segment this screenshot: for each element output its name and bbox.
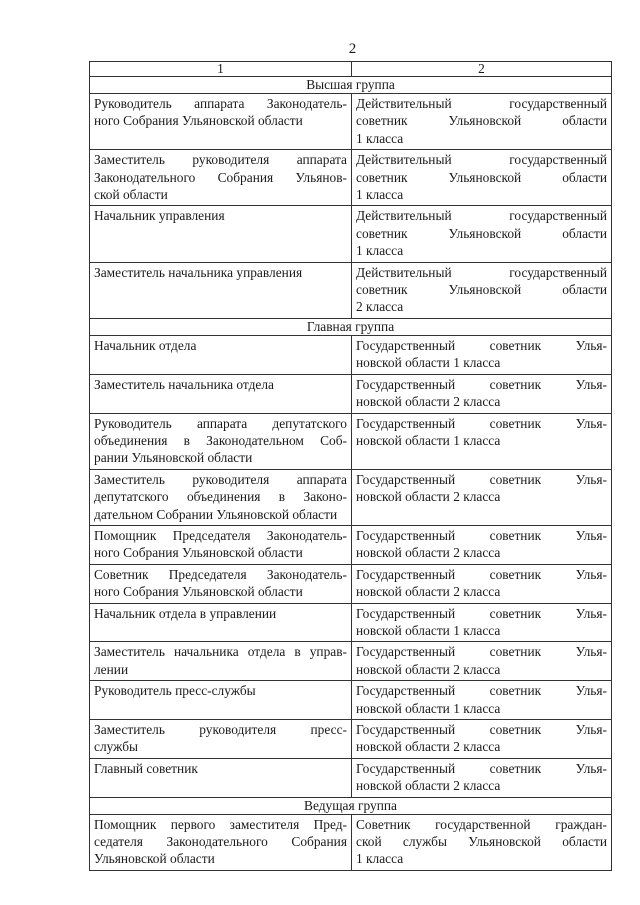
cell-line: советник Ульяновской области xyxy=(356,225,607,241)
cell-line: 1 класса xyxy=(356,130,404,146)
cell-line: дательном Собрании Ульяновской области xyxy=(94,506,338,522)
group-title: Главная группа xyxy=(90,318,612,335)
group-row xyxy=(90,77,612,94)
cell-line: ного Собрания Ульяновской области xyxy=(94,113,303,129)
group-row xyxy=(90,797,612,814)
cell-line: Начальник отдела xyxy=(94,337,197,353)
cell-line: объединения в Законодательном Соб- xyxy=(94,432,347,448)
cell-line: службы xyxy=(94,739,139,755)
table-row xyxy=(90,642,612,681)
cell-line: Заместитель руководителя пресс- xyxy=(94,722,347,737)
rank-cell xyxy=(352,720,612,759)
cell-line: Действительный государственный xyxy=(356,264,607,280)
cell-line: Государственный советник Улья- xyxy=(356,376,607,392)
cell-line: советник Ульяновской области xyxy=(356,113,607,129)
position-cell xyxy=(90,564,352,603)
cell-line: новской области 1 класса xyxy=(356,622,501,638)
cell-line: 2 класса xyxy=(356,299,404,315)
cell-line: Советник Председателя Законодатель- xyxy=(94,566,347,582)
cell-line: Ульяновской области xyxy=(94,851,215,867)
cell-line: Руководитель пресс-службы xyxy=(94,683,256,699)
table-row xyxy=(90,206,612,262)
position-cell xyxy=(90,603,352,642)
cell-line: Заместитель руководителя аппарата xyxy=(94,152,347,168)
table-row xyxy=(90,720,612,759)
rank-cell xyxy=(352,814,612,870)
cell-line: новской области 1 класса xyxy=(356,700,501,716)
position-cell xyxy=(90,262,352,318)
cell-line: Государственный советник Улья- xyxy=(356,683,607,699)
rank-cell xyxy=(352,94,612,150)
cell-line: 1 класса xyxy=(356,243,404,259)
rank-cell xyxy=(352,469,612,525)
table-row xyxy=(90,758,612,797)
group-title: Ведущая группа xyxy=(90,797,612,814)
rank-cell xyxy=(352,564,612,603)
cell-line: Руководитель аппарата Законодатель- xyxy=(94,96,347,111)
cell-line: Заместитель начальника отдела в управ- xyxy=(94,644,347,660)
cell-line: новской области 1 класса xyxy=(356,355,501,371)
table-row xyxy=(90,262,612,318)
table-row xyxy=(90,564,612,603)
cell-line: Заместитель начальника управления xyxy=(94,264,303,280)
header-cell-1: 1 xyxy=(90,62,352,77)
position-cell xyxy=(90,814,352,870)
position-cell xyxy=(90,681,352,720)
cell-line: новской области 2 класса xyxy=(356,584,501,600)
cell-line: ного Собрания Ульяновской области xyxy=(94,584,303,600)
rank-cell xyxy=(352,681,612,720)
header-cell-2: 2 xyxy=(352,62,612,77)
cell-line: Начальник управления xyxy=(94,208,225,224)
page-number: 2 xyxy=(348,41,357,57)
cell-line: Государственный советник Улья- xyxy=(356,337,607,353)
cell-line: ного Собрания Ульяновской области xyxy=(94,545,303,561)
cell-line: новской области 2 класса xyxy=(356,778,501,794)
cell-line: новской области 2 класса xyxy=(356,545,501,561)
position-cell xyxy=(90,642,352,681)
cell-line: Государственный советник Улья- xyxy=(356,605,607,621)
cell-line: Государственный советник Улья- xyxy=(356,644,607,660)
position-cell xyxy=(90,374,352,413)
rank-cell xyxy=(352,525,612,564)
cell-line: новской области 1 класса xyxy=(356,432,501,448)
position-cell xyxy=(90,413,352,469)
table-row xyxy=(90,814,612,870)
position-cell xyxy=(90,335,352,374)
rank-cell xyxy=(352,413,612,469)
table-row xyxy=(90,469,612,525)
position-cell xyxy=(90,758,352,797)
cell-line: Государственный советник Улья- xyxy=(356,415,607,431)
cell-line: Государственный советник Улья- xyxy=(356,760,607,776)
rank-cell xyxy=(352,150,612,206)
cell-line: рании Ульяновской области xyxy=(94,450,253,466)
cell-line: Помощник Председателя Законодатель- xyxy=(94,527,347,543)
rank-cell xyxy=(352,642,612,681)
table-row xyxy=(90,374,612,413)
rank-cell xyxy=(352,335,612,374)
cell-line: Заместитель руководителя аппарата xyxy=(94,471,347,487)
cell-line: седателя Законодательного Собрания xyxy=(94,834,347,850)
positions-table xyxy=(89,61,612,871)
cell-line: Начальник отдела в управлении xyxy=(94,605,277,621)
cell-line: Действительный государственный xyxy=(356,96,607,111)
rank-cell xyxy=(352,206,612,262)
rank-cell xyxy=(352,374,612,413)
cell-line: Помощник первого заместителя Пред- xyxy=(94,816,347,832)
rank-cell xyxy=(352,262,612,318)
table-row xyxy=(90,413,612,469)
table-row xyxy=(90,603,612,642)
cell-line: новской области 2 класса xyxy=(356,394,501,410)
header-row xyxy=(90,62,612,77)
cell-line: новской области 2 класса xyxy=(356,489,501,505)
cell-line: ской службы Ульяновской области xyxy=(356,834,607,850)
position-cell xyxy=(90,720,352,759)
group-row xyxy=(90,318,612,335)
cell-line: 1 класса xyxy=(356,187,404,203)
cell-line: новской области 2 класса xyxy=(356,739,501,755)
cell-line: советник Ульяновской области xyxy=(356,169,607,185)
cell-line: новской области 2 класса xyxy=(356,661,501,677)
cell-line: Государственный советник Улья- xyxy=(356,722,607,737)
cell-line: депутатского объединения в Законо- xyxy=(94,489,347,505)
cell-line: лении xyxy=(94,661,129,677)
cell-line: Государственный советник Улья- xyxy=(356,527,607,543)
position-cell xyxy=(90,525,352,564)
cell-line: Главный советник xyxy=(94,760,198,776)
cell-line: ской области xyxy=(94,187,168,203)
cell-line: Действительный государственный xyxy=(356,208,607,224)
position-cell xyxy=(90,469,352,525)
cell-line: Государственный советник Улья- xyxy=(356,471,607,487)
table-row xyxy=(90,94,612,150)
position-cell xyxy=(90,150,352,206)
cell-line: 1 класса xyxy=(356,851,404,867)
cell-line: Советник государственной граждан- xyxy=(356,816,607,832)
position-cell xyxy=(90,94,352,150)
group-title: Высшая группа xyxy=(90,77,612,94)
rank-cell xyxy=(352,758,612,797)
position-cell xyxy=(90,206,352,262)
cell-line: Руководитель аппарата депутатского xyxy=(94,415,347,431)
cell-line: Государственный советник Улья- xyxy=(356,566,607,582)
cell-line: советник Ульяновской области xyxy=(356,282,607,298)
table-row xyxy=(90,335,612,374)
table-row xyxy=(90,525,612,564)
cell-line: Заместитель начальника отдела xyxy=(94,376,274,392)
cell-line: Законодательного Собрания Ульянов- xyxy=(94,169,347,185)
table-row xyxy=(90,150,612,206)
cell-line: Действительный государственный xyxy=(356,152,607,168)
table-row xyxy=(90,681,612,720)
rank-cell xyxy=(352,603,612,642)
